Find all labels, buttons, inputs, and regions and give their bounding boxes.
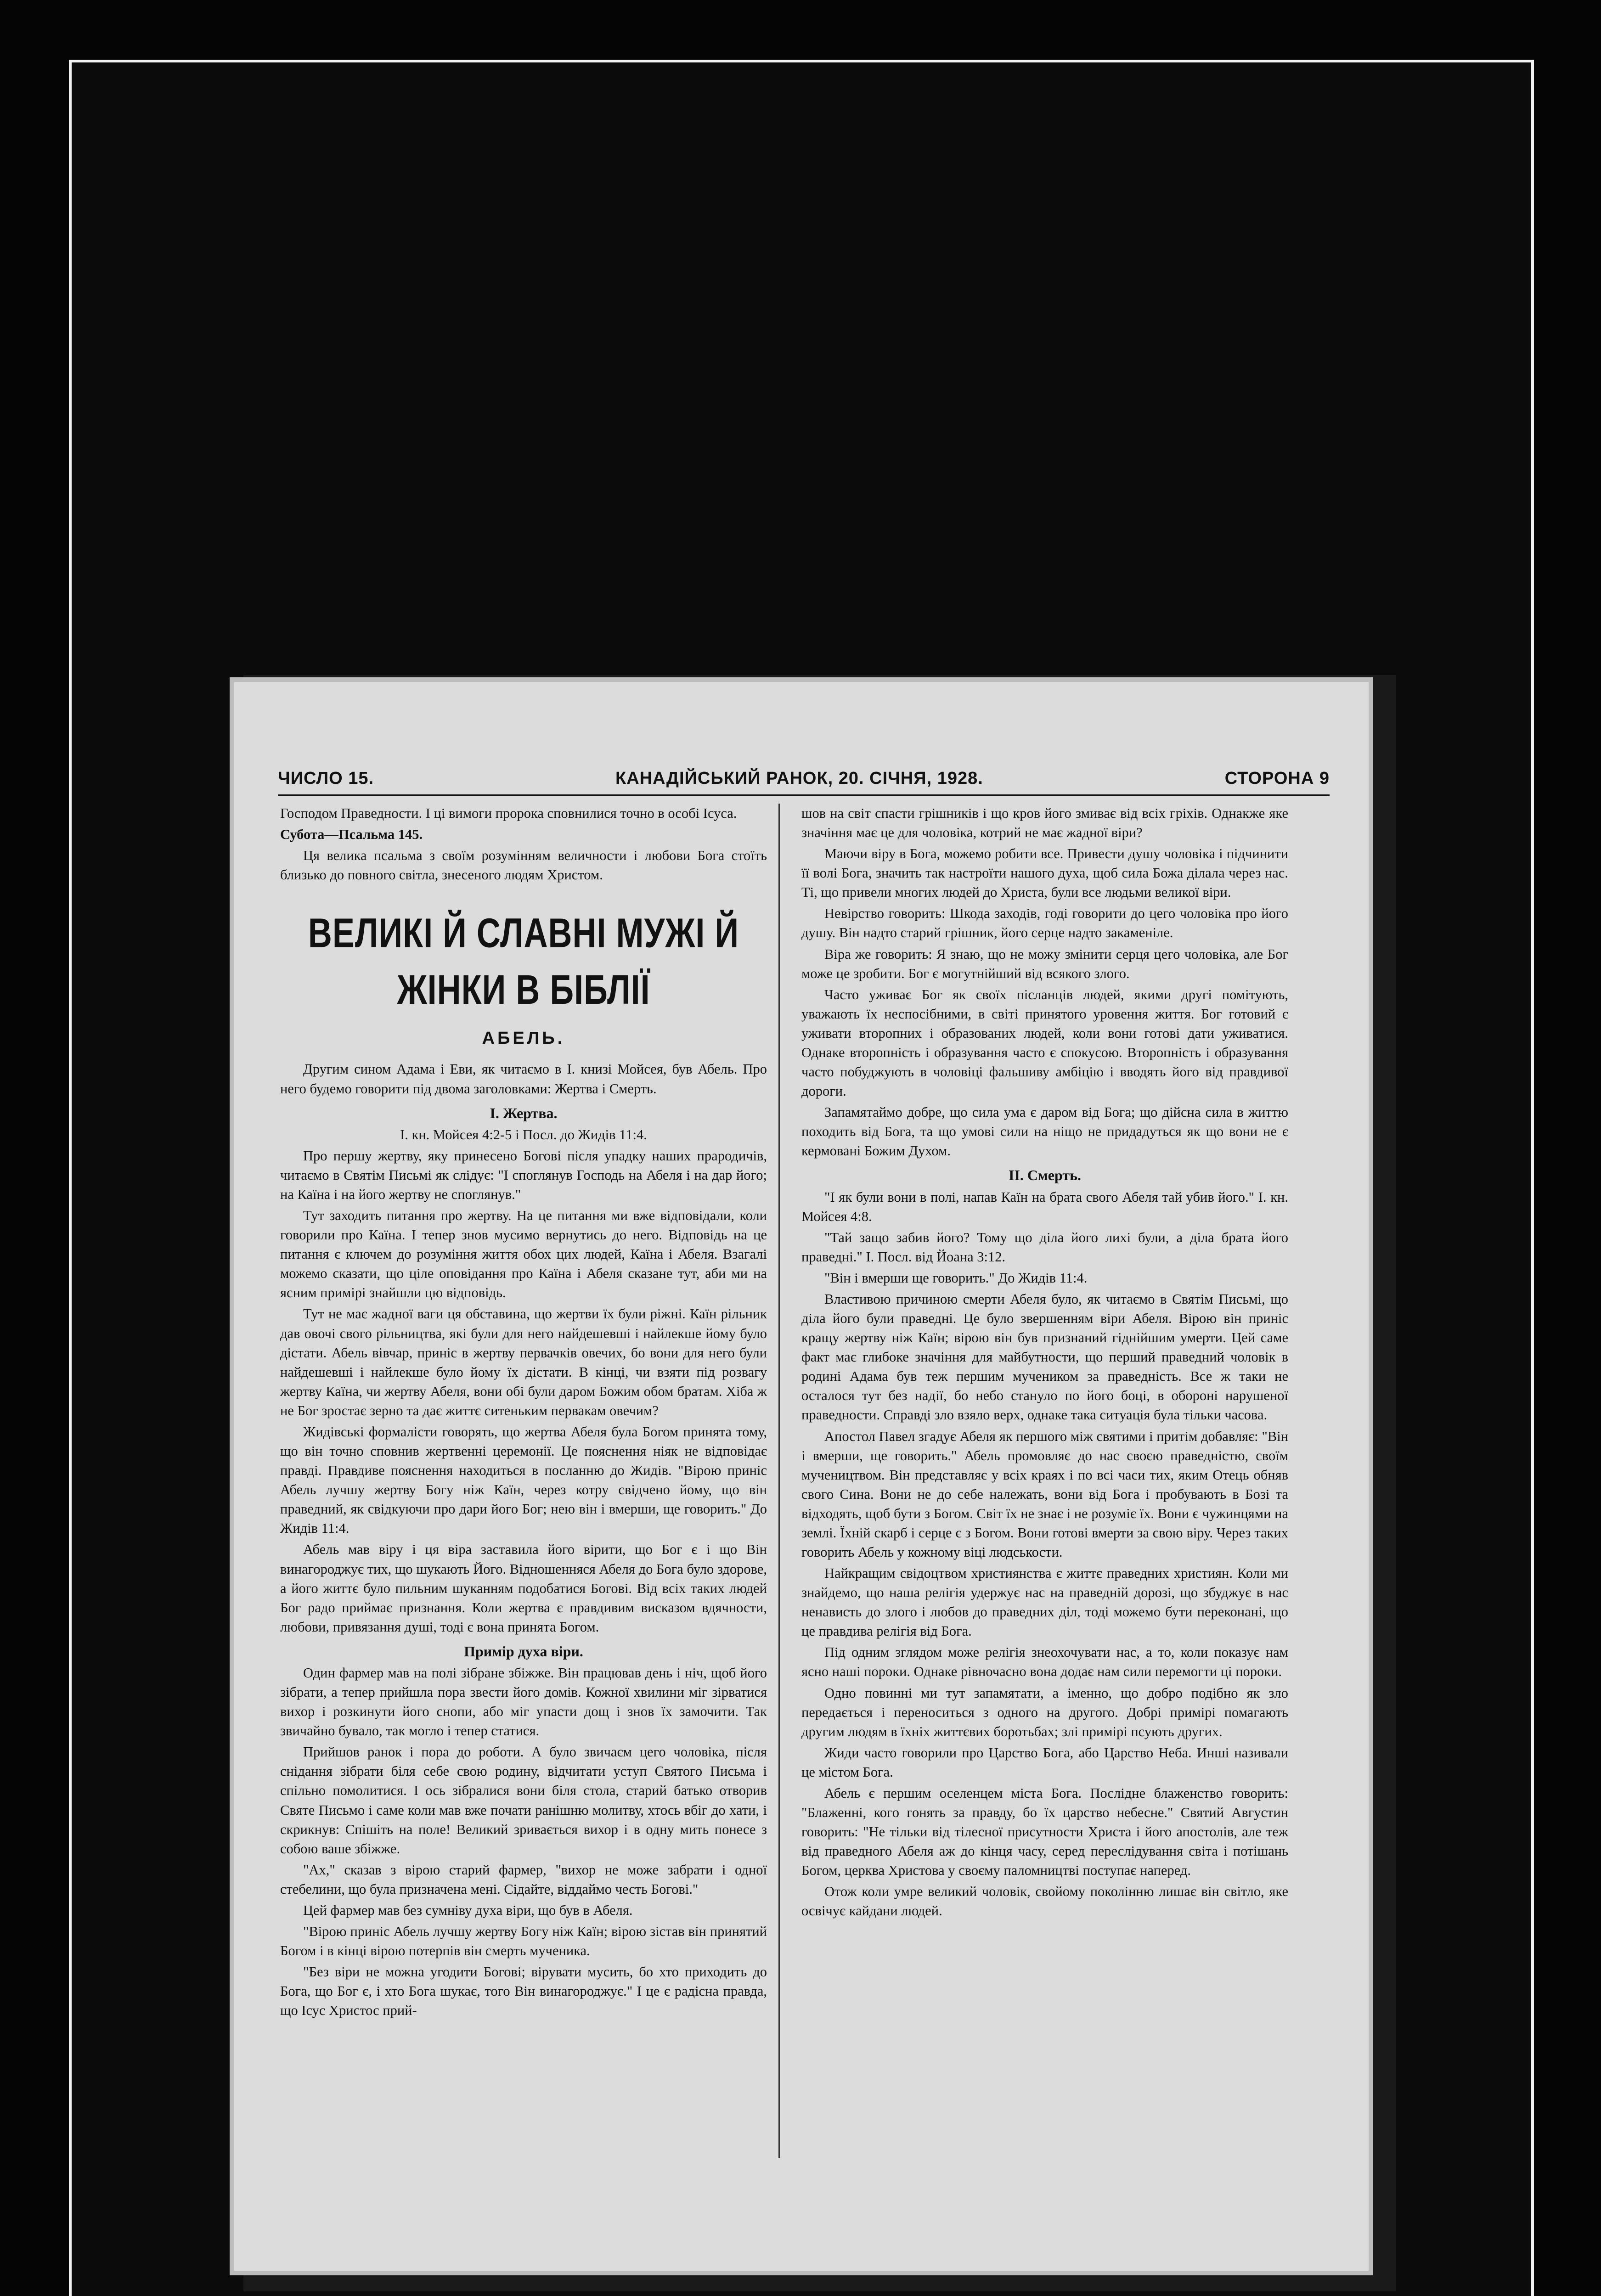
issue-number: ЧИСЛО 15. bbox=[278, 768, 374, 788]
paragraph: Про першу жертву, яку принесено Богові після упадку наших прародичів, читаємо в Святім Письмі як слідує: "І споглянув Господь на Абеля і на дар його; на Каїна і на його жертву не споглянув." bbox=[280, 1148, 767, 1203]
paragraph: Під одним зглядом може релігія знеохочувати нас, а то, коли показує нам ясно наші пороки. Однаке рівночасно вона додає нам сили перемогти ці пороки. bbox=[801, 1644, 1288, 1680]
masthead: КАНАДІЙСЬКИЙ РАНОК, 20. СІЧНЯ, 1928. bbox=[615, 768, 983, 788]
paragraph: Одно повинні ми тут запамятати, а іменно, що добро подібно як зло передається і переноситься з одного на другого. Добрі примірі помагають другим людям в їхніх життєвих боротьбах; злі примірі псують других. bbox=[801, 1685, 1288, 1739]
paragraph: Часто уживає Бог як своїх післанців людей, якими другі помітують, уважають їх неспосібними, в світі принятого уровення життя. Бог готовий є уживати второпних і образованих людей, коли вони готові дати уживатися. Однаке второпність і образування часто є спокусою. Второпність і образування часто побуджують в чоловіці фальшиву амбіцію і вводять його від правдивої дороги. bbox=[801, 986, 1288, 1099]
paragraph: Віра же говорить: Я знаю, що не можу змінити серця цего чоловіка, але Бог може це зробити. Бог є могутнійший від всякого злого. bbox=[801, 946, 1288, 981]
scripture-quote: "І як були вони в полі, напав Каїн на брата свого Абеля тай убив його." І. кн. Мойсея 4:8. bbox=[801, 1189, 1288, 1224]
paragraph: шов на світ спасти грішників і що кров його змиває від всіх гріхів. Однакже яке значіння має це для чоловіка, котрий не має жадної віри? bbox=[801, 805, 1288, 841]
paragraph: "Без віри не можна угодити Богові; вірувати мусить, бо хто приходить до Бога, що Бог є, і хто Бога шукає, того Він винагороджує." І це є радісна правда, що Ісус Христос прий- bbox=[280, 1964, 767, 2019]
paragraph: "Ах," сказав з вірою старий фармер, "вихор не може забрати і одної стебелини, що була призначена мені. Сідайте, віддаймо честь Богові." bbox=[280, 1862, 767, 1897]
article-subtitle: АБЕЛЬ. bbox=[482, 1029, 565, 1048]
right-column bbox=[801, 804, 1288, 1922]
paragraph: Цей фармер мав без сумніву духа віри, що був в Абеля. bbox=[303, 1902, 633, 1918]
paragraph: Абель є першим оселенцем міста Бога. Послідне блаженство говорить: "Блаженні, кого гонять за правду, бо їх царство небесне." Святий Августин говорить: "Не тільки від тілесної присутности Христа і його апостолів, але теж від праведного Абеля аж до кінця часу, серед переслідування світа і потішань Богом, церква Христова у своєму паломництві поступає наперед. bbox=[801, 1785, 1288, 1879]
scripture-quote: "Тай защо забив його? Тому що діла його лихі були, а діла брата його праведні." І. Посл. від Йоана 3:12. bbox=[801, 1229, 1288, 1265]
page-number: СТОРОНА 9 bbox=[1224, 768, 1330, 788]
paragraph: Найкращим свідоцтвом християнства є життє праведних християн. Коли ми знайдемо, що наша релігія удержує нас на праведній дорозі, що збуджує в нас ненависть до злого і любов до праведних діл, тоді можемо бути переконані, що це правдива релігія від Бога. bbox=[801, 1565, 1288, 1639]
paragraph: Запамятаймо добре, що сила ума є даром від Бога; що дійсна сила в життю походить від Бога, та що умові сили на ніщо не придадуться як що вони не є кермовані Божим Духом. bbox=[801, 1104, 1288, 1159]
section-heading: Примір духа віри. bbox=[464, 1643, 583, 1660]
left-column bbox=[280, 804, 767, 2022]
paragraph: Абель мав віру і ця віра заставила його вірити, що Бог є і що Він винагороджує тих, що шукають Його. Відношенняся Абеля до Бога було здорове, а його життє було пильним шуканням подобатися Богові. Від всіх таких людей Бог радо приймає признання. Коли жертва є правдивим висказом вдячности, любови, привязання душі, тоді є вона принята Богом. bbox=[280, 1542, 767, 1635]
paragraph: Отож коли умре великий чоловік, свойому поколінню лишає він світло, яке освічує кайдани людей. bbox=[801, 1884, 1288, 1919]
page-header bbox=[278, 762, 1330, 796]
paragraph: Прийшов ранок і пора до роботи. А було звичаєм цего чоловіка, після снідання зібрати біля себе свою родину, відчитати уступ Святого Письма і спільно помолитися. І ось зібралися вони біля стола, старий батько отворив Святе Письмо і саме коли мав вже почати ранішню молитву, хтось вбіг до хати, і скрикнув: Спішіть на поле! Великий зривається вихор і в одну мить понесе з собою ваше збіжже. bbox=[280, 1744, 767, 1857]
section-heading: ІІ. Смерть. bbox=[1008, 1167, 1082, 1184]
paragraph: Тут заходить питання про жертву. На це питання ми вже відповідали, коли говорили про Каїна. І тепер знов мусимо вернутись до него. Відповідь на це питання є ключем до розуміння життя обох цих людей, Каїна і Абеля. Взагалі можемо сказати, що ціле оповідання про Каїна і Абеля сказане тут, аби ми на ясним примірі знайшли цю відповідь. bbox=[280, 1208, 767, 1301]
section-heading: І. Жертва. bbox=[490, 1104, 558, 1121]
paragraph: Тут не має жадної ваги ця обставина, що жертви їх були ріжні. Каїн рільник дав овочі свого рільництва, які були для него найдешевші і найлекше йому було дістати. Абель вівчар, приніс в жертву первачків овечих, бо вони для него були найдешевші і найлекше було йому їх дістати. В кінці, чи взяти під розвагу жертву Каїна, чи жертву Абеля, вони обі були даром Божим обом братам. Хіба ж не Бог зростає зерно та дає життє ситеньким первакам овечим? bbox=[280, 1306, 767, 1418]
paragraph: Ця велика псальма з своїм розумінням величности і любови Бога стоїть близько до повного світла, знесеного людям Христом. bbox=[280, 848, 767, 883]
paragraph: Один фармер мав на полі зібране збіжже. Він працював день і ніч, щоб його зібрати, а тепер прийшла пора звести його домів. Кожної хвилини міг зірватися вихор і розкинути його снопи, або міг упасти дощ і знов їх замочити. Так звичайно бувало, так могло і тепер статися. bbox=[280, 1665, 767, 1739]
scripture-reference: І. кн. Мойсея 4:2-5 і Посл. до Жидів 11:4. bbox=[400, 1126, 647, 1142]
article-title: ВЕЛИКІ Й СЛАВНІ МУЖІ Й ЖІНКИ В БІБЛІЇ bbox=[308, 910, 739, 1013]
paragraph: Властивою причиною смерти Абеля було, як читаємо в Святім Письмі, що діла його були праведні. Це було звершенням віри Абеля. Вірою він приніс кращу жертву ніж Каїн; вірою він був признаний гіднійшим умерти. Цей саме факт має глибоке значіння для майбутности, що перший праведний чоловік в родині Адама був теж першим мучеником за праведність. Все ж таки не осталося тут без надії, бо небо стануло по його боці, в обороні нарушеної праведности. Справді зло взяло верх, однаке така ситуація була тільки часова. bbox=[801, 1291, 1288, 1423]
paragraph: Другим сином Адама і Еви, як читаємо в І. книзі Мойсея, був Абель. Про него будемо говорити під двома заголовками: Жертва і Смерть. bbox=[280, 1061, 767, 1097]
scripture-quote: "Він і вмерши ще говорить." До Жидів 11:4. bbox=[824, 1270, 1088, 1286]
paragraph: Невірство говорить: Шкода заходів, годі говорити до цего чоловіка про його душу. Він надто старий грішник, його серце надто закаменіле. bbox=[801, 906, 1288, 941]
paragraph: Жидівські формалісти говорять, що жертва Абеля була Богом принята тому, що він точно сповнив жертвенні церемонії. Це пояснення ніяк не відповідає правді. Правдиве пояснення находиться в посланню до Жидів. "Вірою приніс Абель лучшу жертву Богу ніж Каїн, через котру свідчено йому, що він праведний, як свідкуючи про дари його Бог; нею він і вмерши, ще говорить." До Жидів 11:4. bbox=[280, 1424, 767, 1536]
paragraph: "Вірою приніс Абель лучшу жертву Богу ніж Каїн; вірою зістав він принятий Богом і в кінці вірою потерпів він смерть мученика. bbox=[280, 1923, 767, 1959]
paragraph: Жиди часто говорили про Царство Бога, або Царство Неба. Инші називали це містом Бога. bbox=[801, 1745, 1288, 1780]
paragraph: Апостол Павел згадує Абеля як першого між святими і притім добавляє: "Він і вмерши, ще говорить." Абель промовляє до нас своєю праведністю, своїм мучеництвом. Він представляє у всіх краях і по всі часи тих, яким Отець обняв свого Сина. Вони не до себе належать, вони від Бога і пробувають в Бозі та відходять, щоб бути з Богом. Світ їх не знає і не розуміє їх. Вони є чужинцями на землі. Їхній скарб і серце є з Богом. Вони готові вмерти за свою віру. Через таких говорить Абель у кожному віці людськости. bbox=[801, 1428, 1288, 1560]
column-divider bbox=[778, 804, 780, 2158]
paragraph: Маючи віру в Бога, можемо робити все. Привести душу чоловіка і підчинити її волі Бога, значить так настроїти нашого духа, щоб сила Божа ділала через нас. Ті, що привели многих людей до Христа, були все людьми великої віри. bbox=[801, 846, 1288, 900]
paragraph: Субота—Псальма 145. bbox=[280, 827, 423, 843]
newspaper-page bbox=[230, 677, 1373, 2275]
paragraph: Господом Праведности. І ці вимоги пророка сповнилися точно в особі Ісуса. bbox=[280, 805, 737, 821]
